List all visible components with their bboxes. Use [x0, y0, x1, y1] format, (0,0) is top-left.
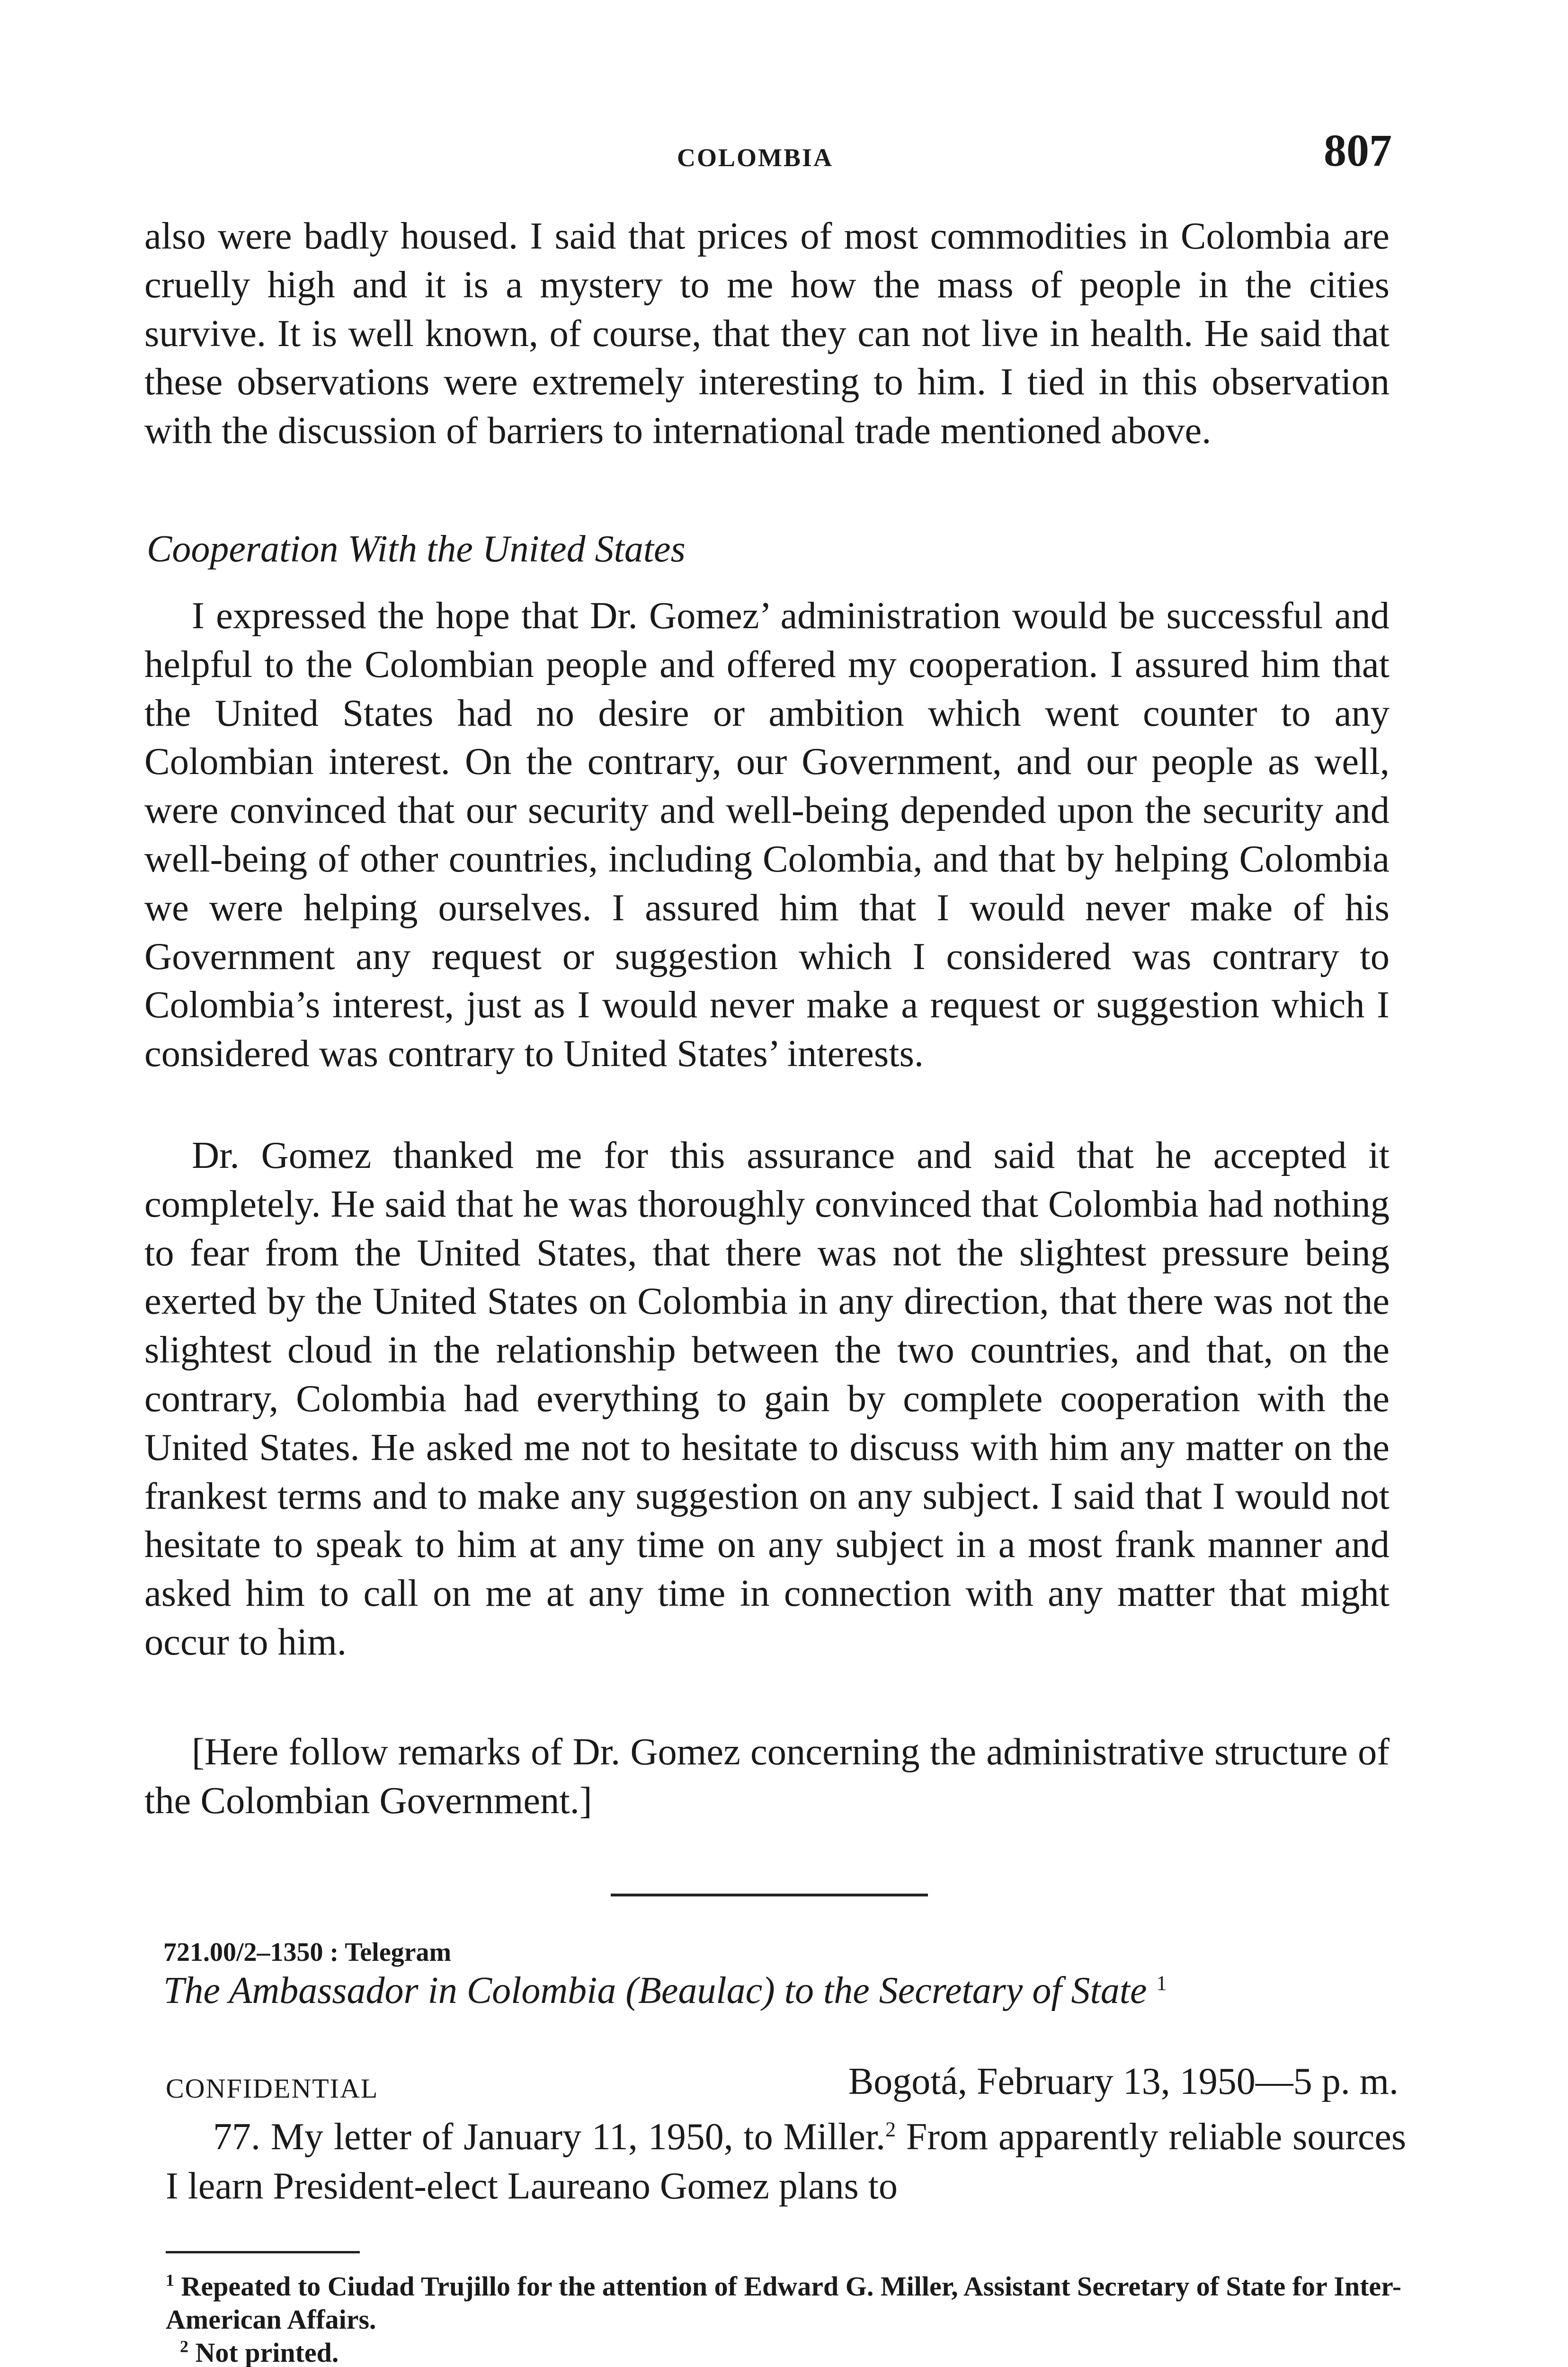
- section-divider: [611, 1894, 928, 1896]
- file-reference: 721.00/2–1350 : Telegram: [163, 1938, 452, 1967]
- footnote-number: 1: [166, 2270, 174, 2290]
- footnote-marker: 1: [1156, 1971, 1167, 1995]
- paragraph-text: Dr. Gomez thanked me for this assurance and said that he accepted it completely. He said that he was thoroughly convinced that Colombia had nothing to fear from the United States, that there was not the slightest pressure being exerted by the United States on Colombia in any direction, that there was not the slightest cloud in the relationship between the two countries, and that, on the contrary, Colombia had everything to gain by complete cooperation with the United States. He asked me not to hesitate to discuss with him any matter on the frankest terms and to make any suggestion on any subject. I said that I would not hesitate to speak to him at any time on any subject in a most frank manner and asked him to call on me at any time in connection with any matter that might occur to him.: [144, 1134, 1390, 1663]
- dateline: Bogotá, February 13, 1950—5 p. m.: [848, 2061, 1399, 2102]
- section-heading: Cooperation With the United States: [147, 528, 686, 570]
- paragraph-cooperation: [144, 592, 1390, 1078]
- paragraph-text: [166, 2112, 1406, 2211]
- telegram-text-end: From apparently reliable sources I learn President-elect Laureano Gomez plans to: [166, 2116, 1407, 2207]
- telegram-paragraph: [166, 2112, 1406, 2211]
- document-title: [163, 1969, 1167, 2012]
- footnote-number: 2: [180, 2337, 188, 2356]
- footnote-2: [166, 2336, 1411, 2367]
- paragraph-editorial-note: [144, 1728, 1390, 1825]
- footnotes: [166, 2270, 1411, 2367]
- telegram-text-start: 77. My letter of January 11, 1950, to Miller.: [213, 2116, 886, 2158]
- footnote-text: Repeated to Ciudad Trujillo for the attention of Edward G. Miller, Assistant Secretary of State for Inter-American Affairs.: [166, 2271, 1402, 2335]
- paragraph-text: also were badly housed. I said that prices of most commodities in Colombia are cruelly high and it is a mystery to me how the mass of people in the cities survive. It is well known, of course, that they can not live in health. He said that these observations were extremely interesting to him. I tied in this observation with the discussion of barriers to international trade mentioned above.: [144, 215, 1390, 452]
- paragraph-text: [Here follow remarks of Dr. Gomez concerning the administrative structure of the Colombian Government.]: [144, 1731, 1390, 1822]
- classification-label: CONFIDENTIAL: [166, 2073, 379, 2104]
- page-number: 807: [1324, 125, 1392, 176]
- document-title-text: The Ambassador in Colombia (Beaulac) to the Secretary of State: [163, 1970, 1147, 2011]
- footnote-divider: [166, 2251, 360, 2253]
- page-header: [142, 124, 1392, 176]
- footnote-1: [166, 2270, 1411, 2336]
- footnote-marker: 2: [885, 2118, 896, 2141]
- paragraph-text: I expressed the hope that Dr. Gomez’ administration would be successful and helpful to the Colombian people and offered my cooperation. I assured him that the United States had no desire or ambition which went counter to any Colombian interest. On the contrary, our Government, and our people as well, were convinced that our security and well-being depended upon the security and well-being of other countries, including Colombia, and that by helping Colombia we were helping ourselves. I assured him that I would never make of his Government any request or suggestion which I considered was contrary to Colombia’s interest, just as I would never make a request or suggestion which I considered was contrary to United States’ interests.: [144, 595, 1390, 1075]
- running-head: COLOMBIA: [677, 143, 834, 172]
- paragraph-gomez-reply: [144, 1131, 1390, 1667]
- footnote-text: Not printed.: [195, 2337, 339, 2367]
- paragraph-continuation: [144, 212, 1390, 455]
